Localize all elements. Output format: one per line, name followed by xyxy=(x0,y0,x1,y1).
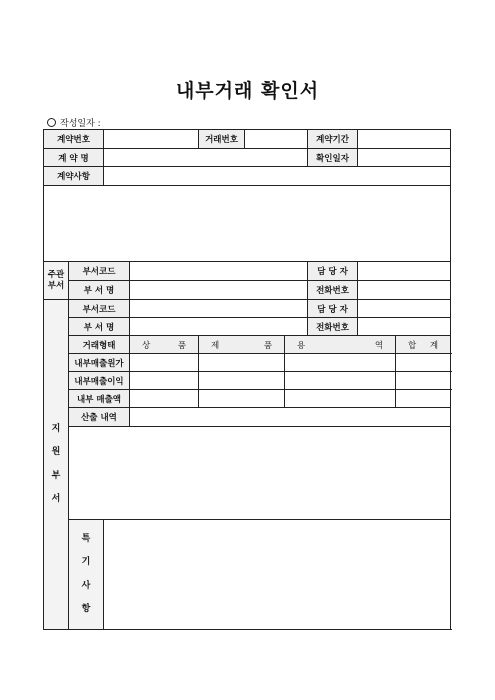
support-dept-code-label: 부서코드 xyxy=(69,300,130,318)
column-header-services: 용 역 xyxy=(285,336,396,354)
cell-input[interactable] xyxy=(130,372,199,390)
remarks-text-area[interactable] xyxy=(104,520,451,630)
column-header-products: 제 품 xyxy=(199,336,285,354)
support-manager-label: 담 당 자 xyxy=(308,300,358,318)
host-dept-group-label: 주관 부서 xyxy=(44,262,69,300)
support-dept-name-value[interactable] xyxy=(130,318,308,336)
host-phone-label: 전화번호 xyxy=(308,281,358,300)
row-label-profit: 내부매출이익 xyxy=(69,372,130,390)
calc-detail-row xyxy=(44,408,451,427)
support-dept-name-label: 부 서 명 xyxy=(69,318,130,336)
calc-detail-text-area[interactable] xyxy=(69,427,451,520)
trade-no-value[interactable] xyxy=(245,130,308,149)
cell-input[interactable] xyxy=(199,354,285,372)
remarks-group-label: 특 기 사 항 xyxy=(69,520,104,630)
contract-no-label: 계약번호 xyxy=(44,130,104,149)
header-row-3 xyxy=(44,167,451,186)
contract-name-value[interactable] xyxy=(104,149,308,167)
cell-input[interactable] xyxy=(285,372,396,390)
cell-input[interactable] xyxy=(199,372,285,390)
table-row xyxy=(44,372,451,390)
support-dept-row-2 xyxy=(44,318,451,336)
host-phone-value[interactable] xyxy=(358,281,451,300)
support-dept-group-label: 지 원 부 서 xyxy=(44,300,69,630)
contract-items-text-area[interactable] xyxy=(44,186,451,262)
contract-name-label: 계 약 명 xyxy=(44,149,104,167)
host-dept-row-1 xyxy=(44,262,451,281)
host-manager-label: 담 당 자 xyxy=(308,262,358,281)
support-dept-code-value[interactable] xyxy=(130,300,308,318)
contract-no-value[interactable] xyxy=(104,130,199,149)
contract-items-label: 계약사항 xyxy=(44,167,104,186)
contract-items-area xyxy=(44,186,451,262)
cell-input[interactable] xyxy=(130,354,199,372)
header-row-1 xyxy=(44,130,451,149)
confirm-date-label: 확인일자 xyxy=(308,149,358,167)
contract-period-value[interactable] xyxy=(358,130,451,149)
support-phone-value[interactable] xyxy=(358,318,451,336)
cell-input[interactable] xyxy=(285,390,396,408)
host-dept-code-label: 부서코드 xyxy=(69,262,130,281)
contract-items-value[interactable] xyxy=(104,167,451,186)
contract-period-label: 계약기간 xyxy=(308,130,358,149)
date-line xyxy=(47,116,101,129)
circle-icon xyxy=(47,118,56,127)
trade-no-label: 거래번호 xyxy=(199,130,245,149)
row-label-cost: 내부매출원가 xyxy=(69,354,130,372)
confirmation-form xyxy=(43,129,451,630)
table-row xyxy=(44,354,451,372)
table-row xyxy=(44,390,451,408)
document-title: 내부거래 확인서 xyxy=(175,80,320,102)
cell-input[interactable] xyxy=(130,390,199,408)
calc-detail-value[interactable] xyxy=(130,408,451,427)
support-manager-value[interactable] xyxy=(358,300,451,318)
support-phone-label: 전화번호 xyxy=(308,318,358,336)
cell-input[interactable] xyxy=(285,354,396,372)
trade-type-label: 거래형태 xyxy=(69,336,130,354)
remarks-row xyxy=(44,520,451,630)
row-label-sales: 내부 매출액 xyxy=(69,390,130,408)
support-dept-row-1 xyxy=(44,300,451,318)
cell-input[interactable] xyxy=(396,372,451,390)
host-dept-name-label: 부 서 명 xyxy=(69,281,130,300)
host-dept-code-value[interactable] xyxy=(130,262,308,281)
confirm-date-value[interactable] xyxy=(358,149,451,167)
host-dept-row-2 xyxy=(44,281,451,300)
cell-input[interactable] xyxy=(396,354,451,372)
date-label: 작성일자 : xyxy=(60,119,101,129)
trade-type-header-row xyxy=(44,336,451,354)
column-header-goods: 상 품 xyxy=(130,336,199,354)
calc-detail-label: 산출 내역 xyxy=(69,408,130,427)
column-header-total: 합 계 xyxy=(396,336,451,354)
cell-input[interactable] xyxy=(396,390,451,408)
cell-input[interactable] xyxy=(199,390,285,408)
calc-detail-area xyxy=(44,427,451,520)
header-row-2 xyxy=(44,149,451,167)
host-dept-name-value[interactable] xyxy=(130,281,308,300)
host-manager-value[interactable] xyxy=(358,262,451,281)
